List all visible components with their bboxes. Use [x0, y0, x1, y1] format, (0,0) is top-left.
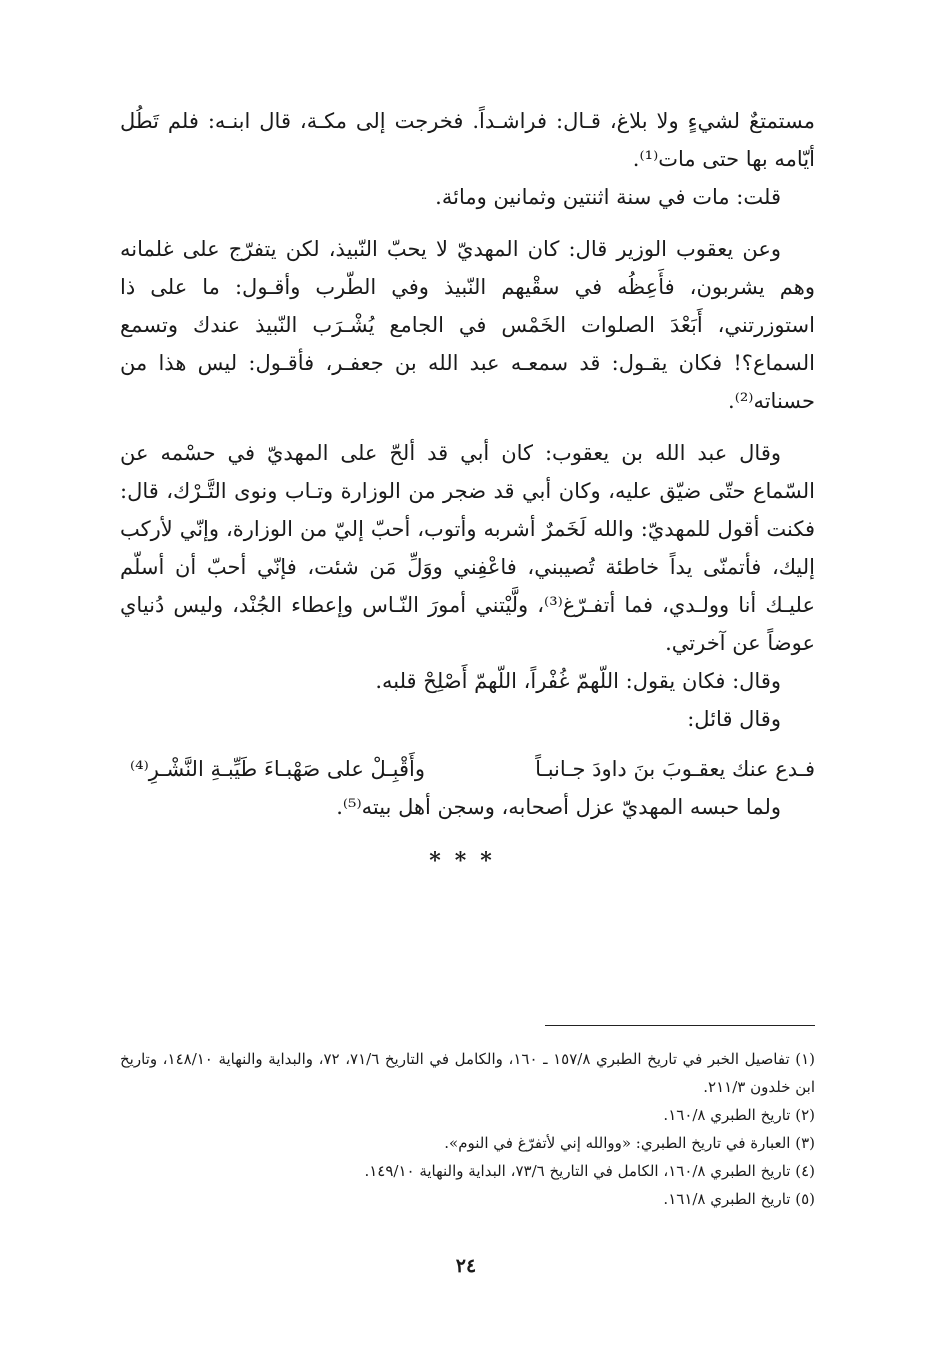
footnote-divider [545, 1025, 815, 1026]
footnote-1: (١) تفاصيل الخبر في تاريخ الطبري ١٥٧/٨ ـ ١٦٠، والكامل في التاريخ ٧١/٦، ٧٢، والبداية والنهاية ١٤٨/١٠، وتاريخ ابن خلدون ٢١١/٣. [120, 1050, 816, 1096]
paragraph-5: وقال: فكان يقول: اللّهمّ غُفْراً، اللّهمّ أَصْلِحْ قلبه. [375, 669, 781, 693]
paragraph-3: وعن يعقوب الوزير قال: كان المهديّ لا يحبّ النّبيذ، لكن يتفرّج على غلمانه وهم يشربون، فأَعِظُه في سقْيهم النّبيذ وفي الطّرب وأقـول: ما على ذا استوزرتني، أَبَعْدَ الصلوات الخَمْس في الجامع يُشْـرَب النّبيذ عندك وتسمع السماع؟! فكان يقـول: قد سمعـه عبد الله بن جعفـر، فأقـول: ليس هذا من حسناته⁽²⁾. [120, 237, 815, 413]
paragraph-2: قلت: مات في سنة اثنتين وثمانين ومائة. [435, 185, 781, 209]
section-separator: *** [429, 848, 506, 874]
footnote-5: (٥) تاريخ الطبري ١٦١/٨. [663, 1190, 815, 1208]
footnote-3: (٣) العبارة في تاريخ الطبري: «ووالله إني لأتفرّغ في النوم». [444, 1134, 815, 1152]
page-number: ٢٤ [455, 1255, 477, 1277]
poem-second-hemistich: وأَقْبِـلْ على صَهْبـاءَ طَيِّبـةِ النَّشْـرِ⁽⁴⁾ [130, 757, 425, 781]
footnote-4: (٤) تاريخ الطبري ١٦٠/٨، الكامل في التاريخ ٧٣/٦، البداية والنهاية ١٤٩/١٠. [364, 1162, 815, 1180]
paragraph-1: مستمتعٌ لشيءٍ ولا بلاغ، قـال: فراشـداً. فخرجت إلى مكـة، قال ابنـه: فلم تَطُل أيّامه بها حتى مات⁽¹⁾. [120, 109, 815, 171]
paragraph-7: ولما حبسه المهديّ عزل أصحابه، وسجن أهل بيته⁽⁵⁾. [336, 795, 781, 819]
paragraph-6: وقال قائل: [687, 707, 781, 731]
poem-first-hemistich: فـدع عنك يعقـوبَ بنَ داودَ جـانبـاً [535, 757, 815, 781]
main-text [120, 102, 815, 880]
poem-verse [120, 750, 815, 788]
footnotes [120, 1045, 815, 1213]
footnote-2: (٢) تاريخ الطبري ١٦٠/٨. [663, 1106, 815, 1124]
paragraph-4: وقال عبد الله بن يعقوب: كان أبي قد ألحّ على المهديّ في حسْمه عن السّماع حتّى ضيّق عليه، وكان أبي قد ضجر من الوزارة وتـاب ونوى التَّـرْك، قال: فكنت أقول للمهديّ: والله لَخَمرٌ أشربه وأتوب، أحبّ إليّ من الوزارة، وإنّي لأركب إليك، فأتمنّى يداً خاطئة تُصيبني، فاعْفِني ووَلِّ مَن شئت، فإنّي أحبّ أن أسلّم عليـك أنا وولـدي، فما أتفـرّغ⁽³⁾، ولَّيْتني أمورَ النّـاس وإعطاء الجُنْد، وليس دُنياي عوضاً عن آخرتي. [120, 441, 815, 655]
